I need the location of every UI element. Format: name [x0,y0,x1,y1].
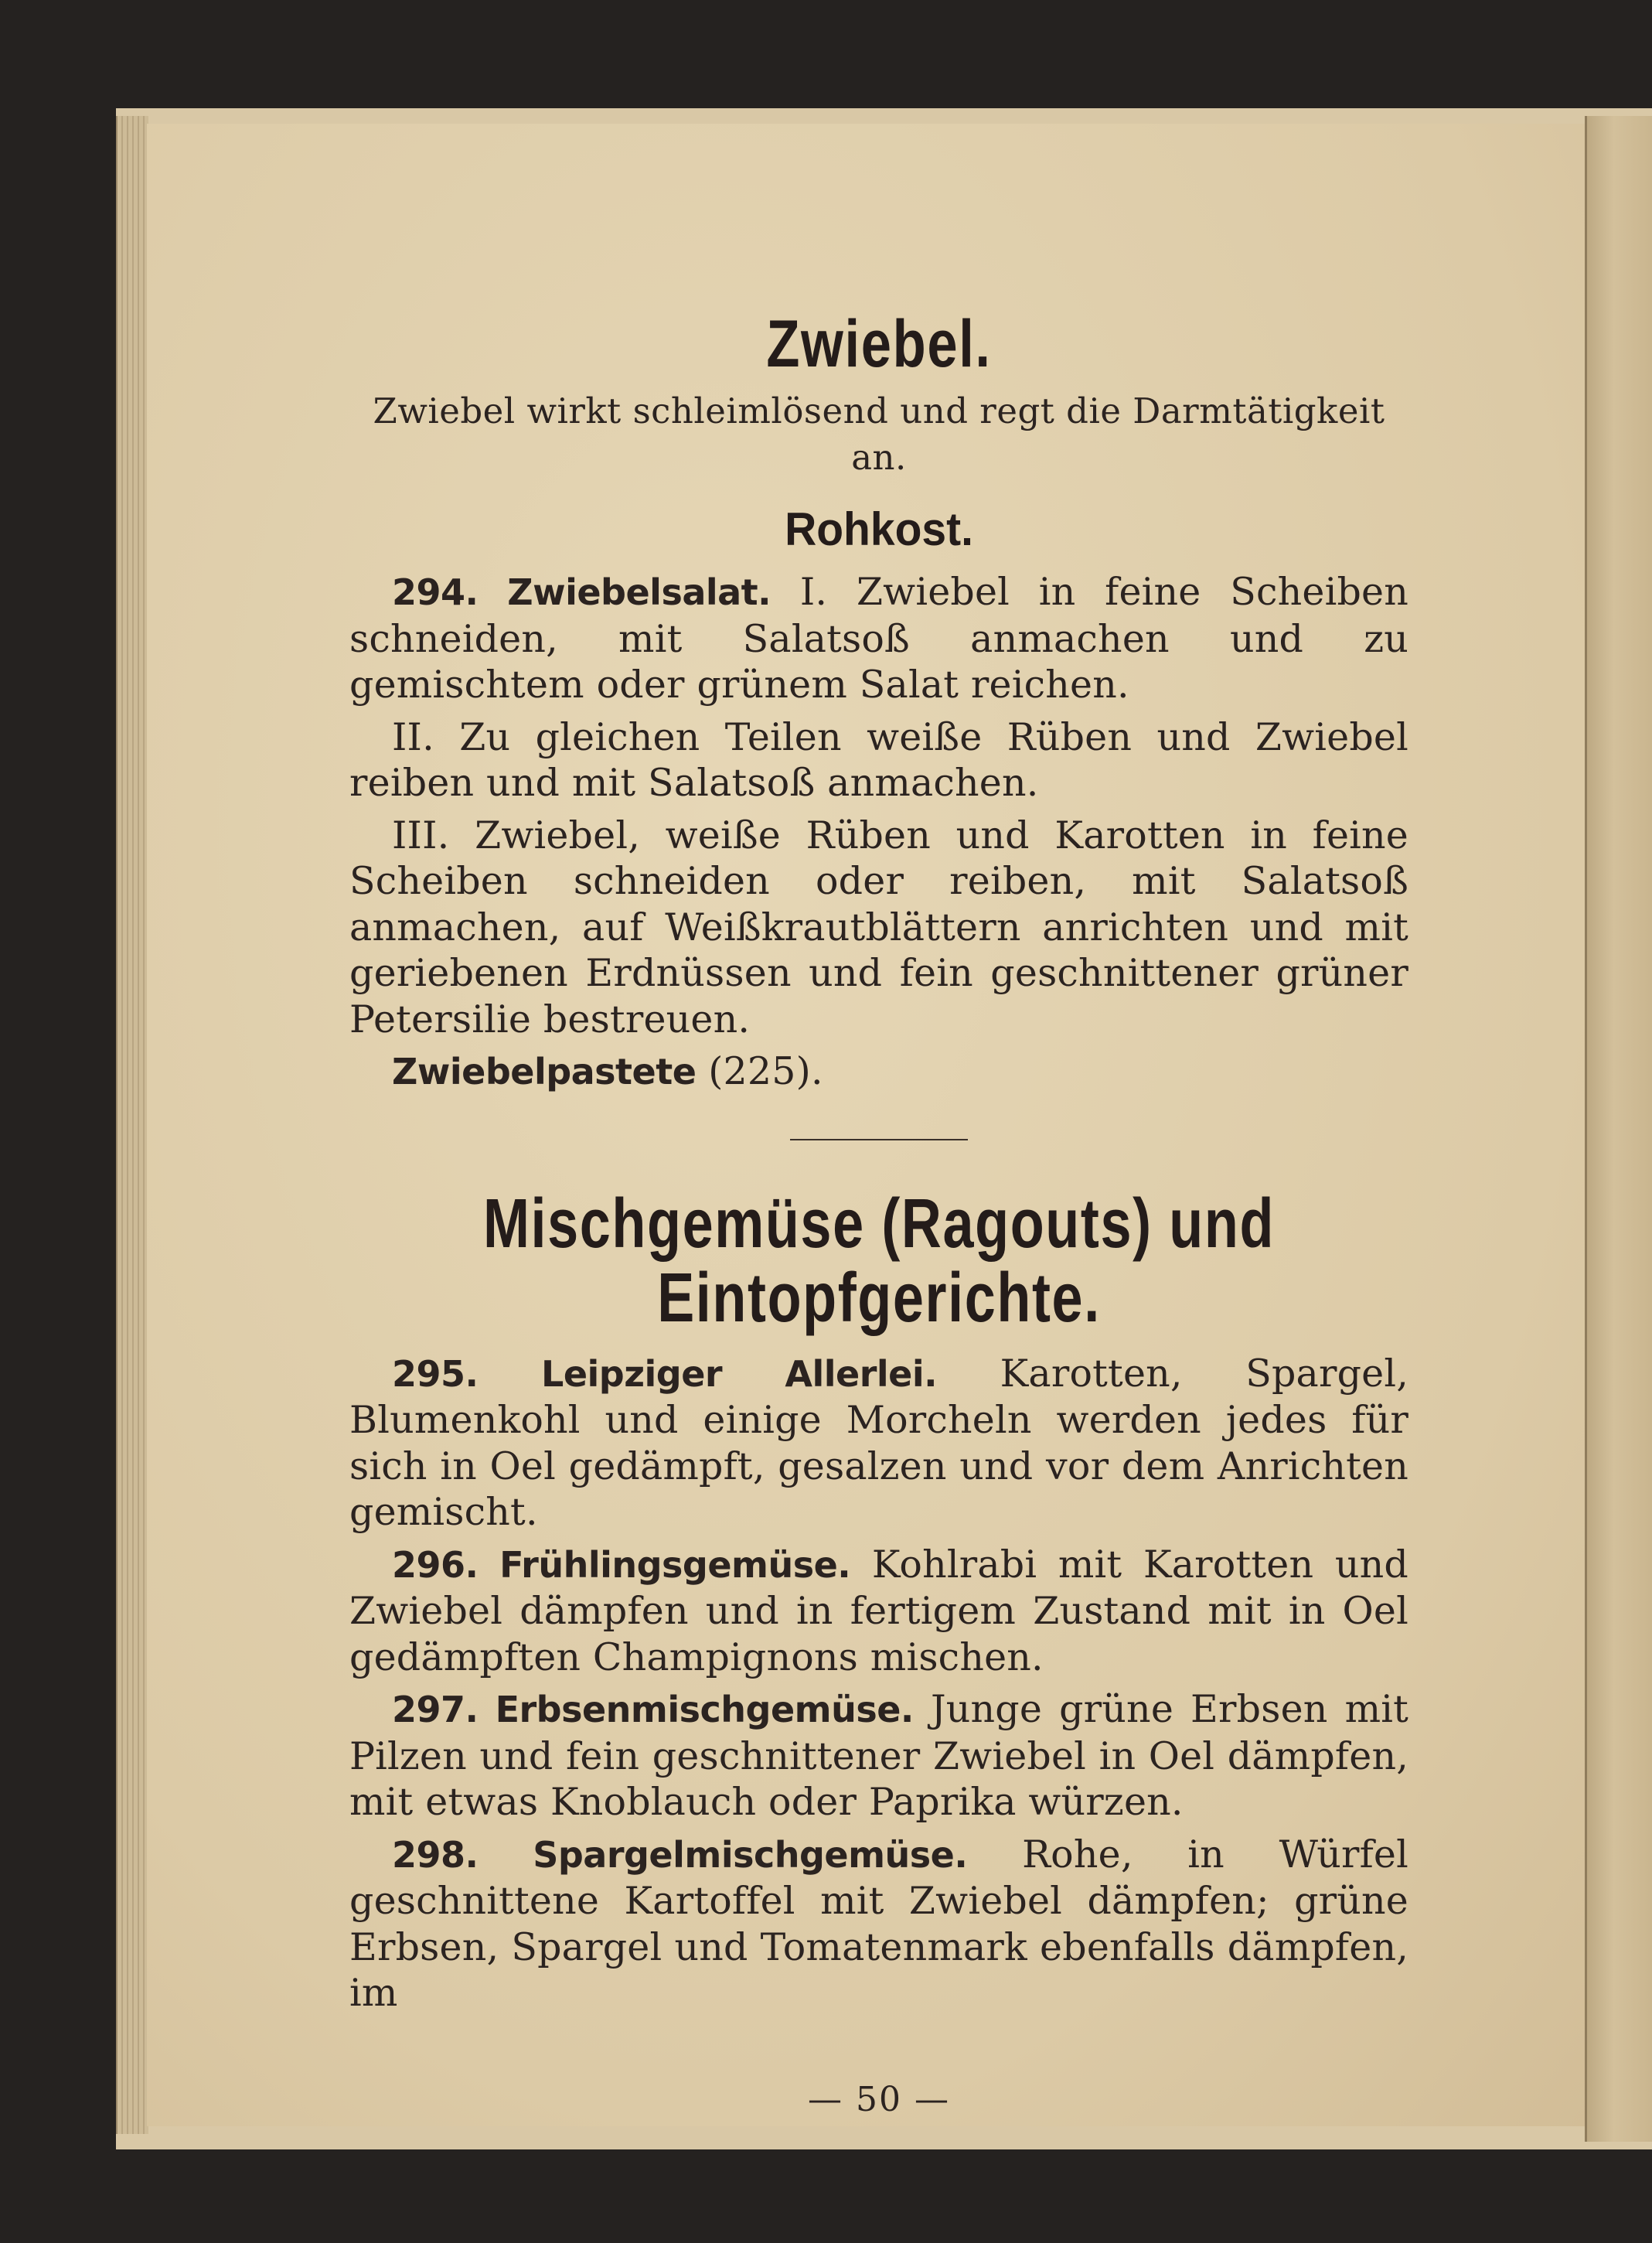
recipe-298 [349,1832,1408,2016]
recipe-296-number: 296. [392,1543,479,1586]
recipe-298-name: Spargelmischgemüse. [533,1833,968,1876]
recipe-295-text: Karotten, Spargel, Blumenkohl und einige Morcheln werden jedes für sich in Oel gedämpft, gesalzen und vor dem Anrichten gemischt. [349,1351,1408,1534]
recipe-298-number: 298. [392,1833,479,1876]
recipe-296-text: Kohlrabi mit Karotten und Zwiebel dämpfen und in fertigem Zustand mit in Oel gedämpften Champignons mischen. [349,1542,1408,1679]
page-title: Zwiebel. [766,307,992,381]
section-divider [790,1139,968,1140]
facing-page-edge [1585,116,1652,2142]
recipe-297 [349,1686,1408,1825]
recipe-296 [349,1542,1408,1681]
recipe-294-name: Zwiebelsalat. [507,571,772,613]
recipe-294-text-i: I. Zwiebel in feine Scheiben schneiden, mit Salatsoß anmachen und zu gemischtem oder grünem Salat reichen. [349,570,1408,707]
recipe-295-number: 295. [392,1352,479,1395]
recipe-297-number: 297. [392,1689,479,1730]
intro-text: Zwiebel wirkt schleimlösend und regt die Darmtätigkeit an. [373,390,1385,478]
recipe-294-variant-iii: III. Zwiebel, weiße Rüben und Karotten in feine Scheiben schneiden oder reiben, mit Salatsoß anmachen, auf Weißkrautblättern anrichten und mit geriebenen Erdnüssen und fein geschnittener grüner Petersilie bestreuen. [349,813,1408,1041]
recipe-298-text: Rohe, in Würfel geschnittene Kartoffel mit Zwiebel dämpfen; grüne Erbsen, Spargel und Tomatenmark ebenfalls dämpfen, im [349,1832,1408,2015]
pastete-reference [349,1048,1408,1096]
recipe-295 [349,1351,1408,1536]
recipe-294-variant-ii: II. Zu gleichen Teilen weiße Rüben und Zwiebel reiben und mit Salatsoß anmachen. [349,714,1408,805]
recipe-294 [349,569,1408,708]
recipe-296-name: Frühlingsgemüse. [499,1543,851,1586]
recipe-297-name: Erbsenmischgemüse. [495,1689,914,1730]
recipe-295-name: Leipziger Allerlei. [541,1352,938,1395]
chapter-title-line2: Eintopfgerichte. [657,1259,1101,1337]
page-stack-left [116,116,148,2134]
page-content [349,302,1408,2157]
recipe-294-number: 294. [392,571,479,613]
recipe-297-text: Junge grüne Erbsen mit Pilzen und fein geschnittener Zwiebel in Oel dämpfen, mit etwas Knoblauch oder Paprika würzen. [349,1687,1408,1824]
pastete-name: Zwiebelpastete [392,1051,697,1093]
section-title: Rohkost. [785,503,973,555]
pastete-ref: (225). [696,1049,823,1093]
page-number: — 50 — [808,2079,950,2119]
chapter-title-line1: Mischgemüse (Ragouts) und [482,1185,1276,1263]
